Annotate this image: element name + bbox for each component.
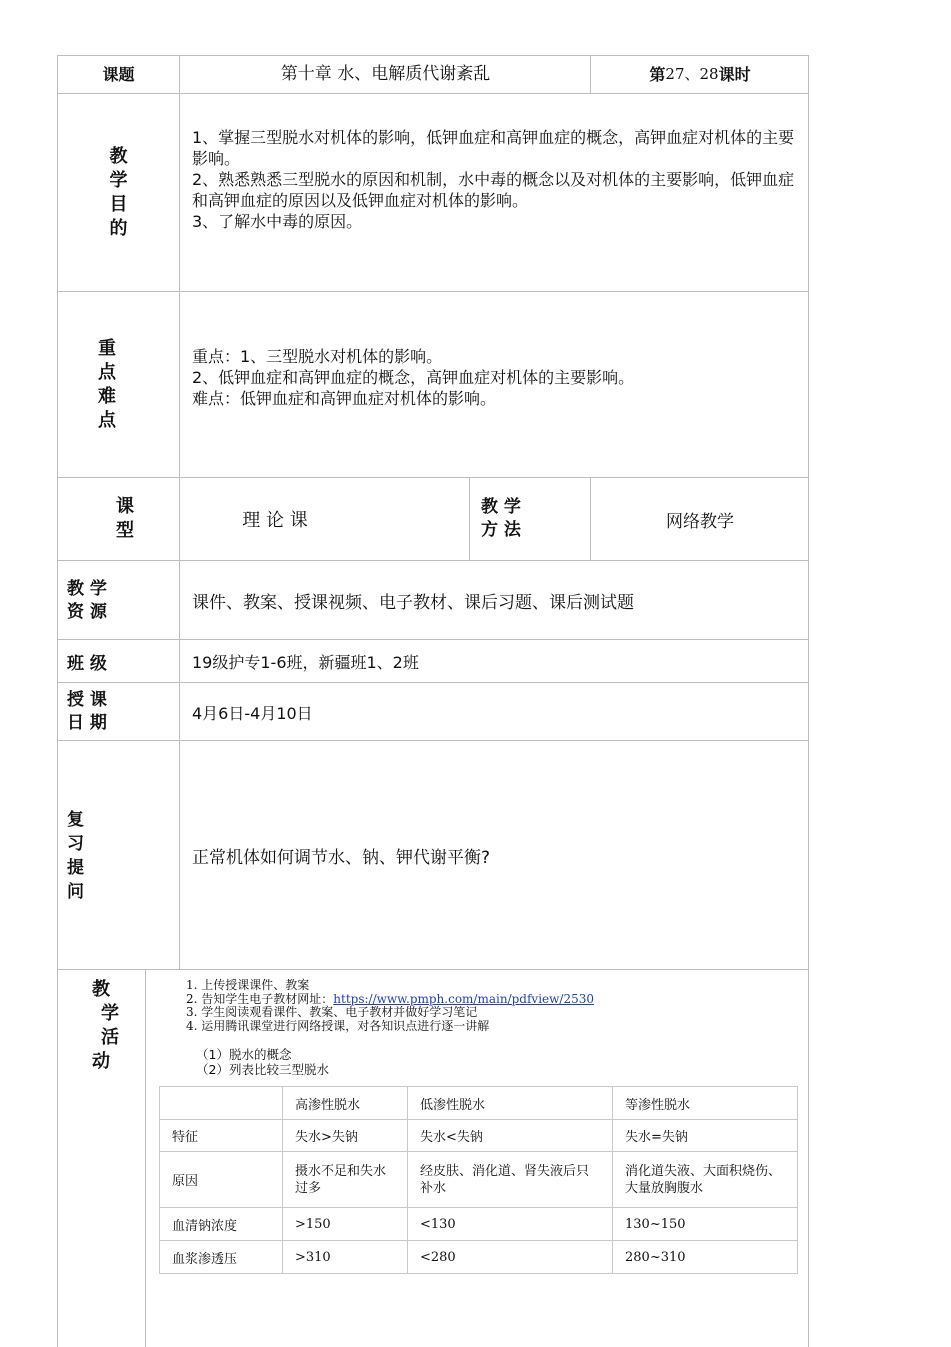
review-label-char: 复 <box>67 809 84 830</box>
date-value: 4月6日-4月10日 <box>192 703 313 723</box>
activities-label-char: 动 <box>92 1051 110 1072</box>
dehydration-comparison-table <box>159 1086 798 1274</box>
table-cell: 失水<失钠 <box>408 1120 613 1152</box>
vline <box>469 477 470 560</box>
method-label-line: 方 法 <box>481 520 521 540</box>
table-cell: 失水>失钠 <box>283 1120 408 1152</box>
review-label-char: 提 <box>67 857 84 878</box>
objective-line: 3、了解水中毒的原因。 <box>192 212 363 231</box>
key-points-label-char: 重 <box>98 338 116 359</box>
resources-label-line: 教 学 <box>67 578 107 599</box>
date-label <box>67 683 167 741</box>
class-label: 班 级 <box>67 654 107 674</box>
resources-value: 课件、教案、授课视频、电子教材、课后习题、课后测试题 <box>192 593 634 613</box>
table-cell: 280~310 <box>613 1241 798 1274</box>
border-right <box>808 55 809 1347</box>
activities-label <box>57 978 145 1078</box>
table-cell: 消化道失液、大面积烧伤、大量放胸腹水 <box>613 1152 798 1208</box>
resources-label-line: 资 源 <box>67 601 107 622</box>
period-prefix: 第 <box>649 65 666 84</box>
objective-line: 1、掌握三型脱水对机体的影响，低钾血症和高钾血症的概念，高钾血症对机体的主要影响。 <box>192 128 795 168</box>
key-points-label-char: 难 <box>98 386 116 407</box>
table-cell: 经皮肤、消化道、肾失液后只补水 <box>408 1152 613 1208</box>
activities-label-char: 教 <box>92 979 110 1000</box>
objectives-label-char: 教 <box>109 146 128 167</box>
table-cell: <130 <box>408 1208 613 1241</box>
objective-line: 2、熟悉熟悉三型脱水的原因和机制，水中毒的概念以及对机体的主要影响，低钾血症和高钾血症的原因以及低钾血症对机体的影响。 <box>192 170 795 210</box>
review-label <box>67 741 107 970</box>
table-row <box>160 1208 798 1241</box>
table-cell: 原因 <box>160 1152 283 1208</box>
key-points-label-char: 点 <box>98 410 116 431</box>
activity-substep: （2）列表比较三型脱水 <box>196 1062 329 1077</box>
course-type-label-char: 型 <box>116 520 134 541</box>
period-cell <box>591 55 809 94</box>
objectives-label-char: 目 <box>109 194 128 215</box>
table-header-row <box>160 1087 798 1120</box>
key-point-line: 2、低钾血症和高钾血症的概念，高钾血症对机体的主要影响。 <box>192 368 635 387</box>
activity-step-with-link <box>186 993 796 1007</box>
method-label <box>481 477 581 561</box>
activities-steps <box>186 979 796 1037</box>
activity-step: 3. 学生阅读观看课件、教案、电子教材并做好学习笔记 <box>186 1005 478 1019</box>
activities-label-char: 学 <box>101 1003 119 1024</box>
objectives-label <box>57 94 180 292</box>
table-row <box>160 1120 798 1152</box>
topic-value: 第十章 水、电解质代谢紊乱 <box>280 64 491 84</box>
table-cell: 特征 <box>160 1120 283 1152</box>
key-point-line: 重点：1、三型脱水对机体的影响。 <box>192 347 443 366</box>
table-row <box>160 1241 798 1274</box>
table-header-cell: 等渗性脱水 <box>613 1087 798 1120</box>
table-cell: <280 <box>408 1241 613 1274</box>
course-type-label-char: 课 <box>116 496 134 517</box>
table-cell: 血浆渗透压 <box>160 1241 283 1274</box>
objectives-content <box>192 127 802 267</box>
review-label-char: 习 <box>67 833 84 854</box>
table-cell: 摄水不足和失水过多 <box>283 1152 408 1208</box>
activities-substeps <box>196 1047 596 1083</box>
activity-step: 1. 上传授课课件、教案 <box>186 978 310 992</box>
review-label-char: 问 <box>67 881 84 902</box>
key-points-content <box>192 346 802 426</box>
activities-label-char: 活 <box>101 1027 119 1048</box>
date-label-line: 授 课 <box>67 690 107 710</box>
table-header-cell <box>160 1087 283 1120</box>
table-cell: 130~150 <box>613 1208 798 1241</box>
activity-step: 4. 运用腾讯课堂进行网络授课，对各知识点进行逐一讲解 <box>186 1018 490 1033</box>
topic-label: 课题 <box>102 65 135 84</box>
activity-substep: （1）脱水的概念 <box>196 1047 292 1062</box>
date-label-line: 日 期 <box>67 713 107 733</box>
method-value: 网络教学 <box>666 511 734 532</box>
period-numbers: 27、28 <box>665 65 719 83</box>
table-cell: >310 <box>283 1241 408 1274</box>
activity-step: 2. 告知学生电子教材网址： <box>186 991 334 1006</box>
resources-label <box>67 561 167 640</box>
objectives-label-char: 学 <box>109 170 128 191</box>
course-type-value: 理 论 课 <box>242 510 308 531</box>
vline <box>145 969 146 1347</box>
review-value: 正常机体如何调节水、钠、钾代谢平衡? <box>192 848 491 868</box>
key-points-label-char: 点 <box>98 362 116 383</box>
key-point-line: 难点：低钾血症和高钾血症对机体的影响。 <box>192 389 497 408</box>
key-points-label <box>57 292 157 478</box>
table-header-cell: 低渗性脱水 <box>408 1087 613 1120</box>
table-cell: 血清钠浓度 <box>160 1208 283 1241</box>
course-type-label <box>100 477 150 561</box>
table-header-cell: 高渗性脱水 <box>283 1087 408 1120</box>
ebook-link[interactable]: https://www.pmph.com/main/pdfview/2530 <box>333 991 594 1006</box>
method-label-line: 教 学 <box>481 497 521 517</box>
table-cell: >150 <box>283 1208 408 1241</box>
objectives-label-char: 的 <box>109 218 128 239</box>
class-value: 19级护专1-6班，新疆班1、2班 <box>192 653 419 672</box>
period-suffix: 课时 <box>718 65 751 84</box>
table-cell: 失水=失钠 <box>613 1120 798 1152</box>
table-row <box>160 1152 798 1208</box>
